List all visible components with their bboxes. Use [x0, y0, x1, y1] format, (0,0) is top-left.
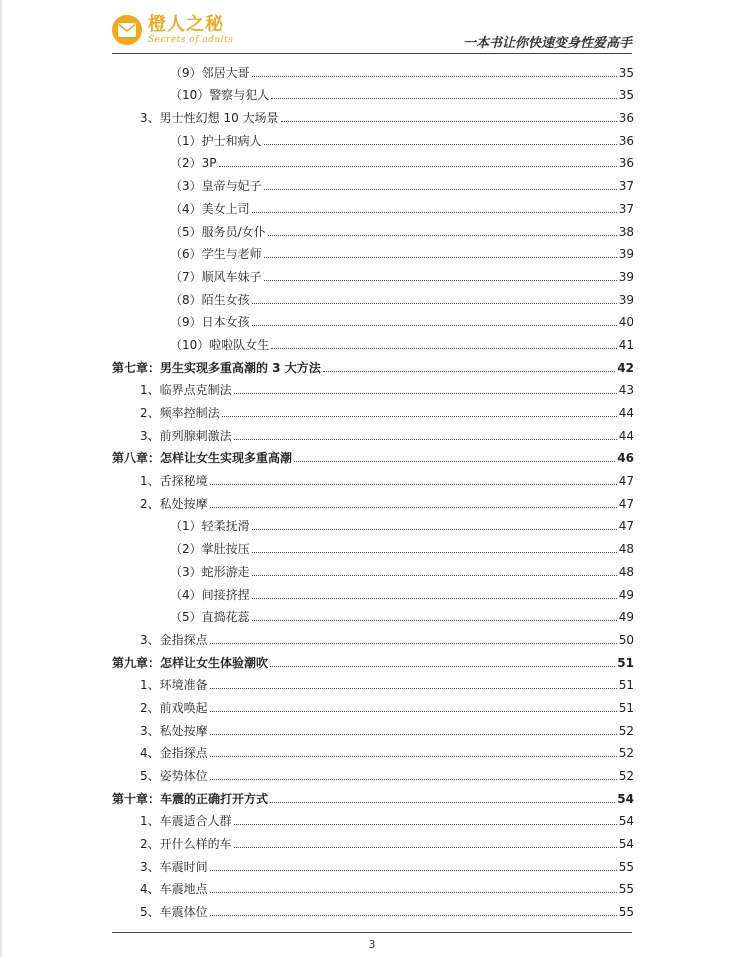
toc-entry-page: 47 [618, 474, 634, 489]
toc-entry-page: 42 [617, 360, 634, 375]
toc-entry-page: 39 [618, 292, 634, 307]
toc-entry-label: （4）间接挤捏 [170, 587, 250, 602]
toc-entry-label: 4、金指探点 [140, 746, 208, 761]
toc-entry-label: （8）陌生女孩 [170, 292, 250, 307]
toc-dot-leader [210, 734, 617, 735]
toc-entry-label: （10）警察与犯人 [170, 88, 270, 103]
toc-entry-page: 44 [618, 428, 634, 443]
toc-dot-leader [264, 257, 617, 258]
toc-entry-page: 48 [618, 564, 634, 579]
toc-section-entry[interactable] [112, 376, 634, 399]
toc-subsection-entry[interactable] [112, 603, 634, 626]
toc-dot-leader [252, 303, 617, 304]
toc-entry-label: 2、私处按摩 [140, 496, 208, 511]
toc-entry-page: 54 [618, 814, 634, 829]
toc-entry-page: 36 [618, 111, 634, 126]
toc-entry-label: （5）服务员/女仆 [170, 224, 266, 239]
toc-dot-leader [210, 711, 617, 712]
toc-entry-page: 40 [618, 315, 634, 330]
toc-dot-leader [268, 235, 617, 236]
logo-chinese: 橙人之秘 [148, 13, 224, 35]
brand-logo [112, 10, 233, 50]
toc-entry-page: 47 [618, 496, 634, 511]
toc-chapter-entry[interactable] [112, 648, 634, 671]
toc-entry-label: 3、前列腺刺激法 [140, 428, 232, 443]
toc-entry-page: 54 [618, 837, 634, 852]
toc-dot-leader [252, 620, 617, 621]
toc-entry-page: 38 [618, 224, 634, 239]
toc-entry-label: （2）掌肚按压 [170, 542, 250, 557]
toc-entry-page: 35 [618, 65, 634, 80]
toc-section-entry[interactable] [112, 829, 634, 852]
toc-section-entry[interactable] [112, 716, 634, 739]
toc-dot-leader [210, 892, 617, 893]
toc-subsection-entry[interactable] [112, 262, 634, 285]
toc-entry-label: 1、临界点克制法 [140, 383, 232, 398]
toc-entry-label: （3）蛇形游走 [170, 564, 250, 579]
toc-entry-label: （3）皇帝与妃子 [170, 179, 262, 194]
toc-entry-page: 52 [618, 746, 634, 761]
toc-dot-leader [234, 393, 617, 394]
toc-section-entry[interactable] [112, 693, 634, 716]
toc-subsection-entry[interactable] [112, 534, 634, 557]
toc-entry-label: 第十章：车震的正确打开方式 [112, 791, 269, 806]
toc-section-entry[interactable] [112, 398, 634, 421]
footer-divider [112, 932, 632, 933]
toc-dot-leader [294, 461, 615, 462]
toc-entry-page: 41 [618, 337, 634, 352]
toc-subsection-entry[interactable] [112, 81, 634, 104]
toc-entry-label: （1）护士和病人 [170, 133, 262, 148]
toc-entry-label: （5）直捣花蕊 [170, 610, 250, 625]
toc-dot-leader [252, 76, 617, 77]
toc-entry-page: 35 [618, 88, 634, 103]
toc-dot-leader [281, 121, 617, 122]
toc-subsection-entry[interactable] [112, 126, 634, 149]
envelope-icon [112, 15, 142, 45]
toc-subsection-entry[interactable] [112, 308, 634, 331]
toc-entry-label: 1、环境准备 [140, 678, 208, 693]
toc-entry-page: 37 [618, 179, 634, 194]
toc-dot-leader [222, 416, 617, 417]
toc-dot-leader [264, 280, 617, 281]
toc-subsection-entry[interactable] [112, 149, 634, 172]
toc-subsection-entry[interactable] [112, 512, 634, 535]
toc-subsection-entry[interactable] [112, 330, 634, 353]
toc-dot-leader [264, 144, 617, 145]
toc-dot-leader [264, 189, 617, 190]
toc-entry-page: 54 [617, 791, 634, 806]
toc-entry-label: 2、频率控制法 [140, 406, 220, 420]
toc-dot-leader [271, 98, 616, 99]
toc-chapter-entry[interactable] [112, 784, 634, 807]
toc-dot-leader [234, 824, 617, 825]
toc-section-entry[interactable] [112, 761, 634, 784]
toc-dot-leader [252, 598, 617, 599]
toc-entry-label: （6）学生与老师 [170, 247, 262, 262]
toc-dot-leader [210, 779, 617, 780]
toc-section-entry[interactable] [112, 671, 634, 694]
toc-dot-leader [270, 666, 615, 667]
toc-dot-leader [252, 575, 617, 576]
table-of-contents [112, 58, 634, 920]
toc-entry-label: （9）日本女孩 [170, 315, 250, 330]
toc-entry-label: （4）美女上司 [170, 201, 250, 216]
toc-dot-leader [323, 371, 616, 372]
logo-english: Secrets of adults [148, 34, 234, 45]
toc-entry-label: 3、私处按摩 [140, 723, 208, 738]
toc-dot-leader [219, 166, 617, 167]
page-header [112, 10, 632, 54]
toc-entry-label: 第九章：怎样让女生体验潮吹 [112, 655, 269, 670]
logo-text [148, 13, 234, 45]
toc-entry-page: 39 [618, 247, 634, 262]
toc-section-entry[interactable] [112, 625, 634, 648]
toc-entry-page: 37 [618, 201, 634, 216]
toc-dot-leader [252, 325, 617, 326]
toc-section-entry[interactable] [112, 421, 634, 444]
toc-subsection-entry[interactable] [112, 557, 634, 580]
toc-dot-leader [210, 688, 617, 689]
toc-subsection-entry[interactable] [112, 285, 634, 308]
toc-entry-label: 4、车震地点 [140, 882, 208, 897]
toc-entry-page: 46 [617, 451, 634, 466]
toc-subsection-entry[interactable] [112, 58, 634, 81]
toc-dot-leader [234, 847, 617, 848]
page-edge [0, 0, 2, 957]
toc-entry-page: 36 [618, 156, 634, 171]
toc-chapter-entry[interactable] [112, 353, 634, 376]
toc-entry-label: 2、开什么样的车 [140, 837, 232, 852]
toc-section-entry[interactable] [112, 875, 634, 898]
toc-subsection-entry[interactable] [112, 171, 634, 194]
toc-entry-label: 1、车震适合人群 [140, 814, 232, 829]
toc-entry-label: （7）顺风车妹子 [170, 269, 262, 284]
toc-entry-page: 55 [618, 859, 634, 874]
toc-section-entry[interactable] [112, 852, 634, 875]
toc-entry-page: 51 [618, 700, 634, 715]
toc-entry-label: 3、金指探点 [140, 632, 208, 647]
toc-entry-label: 2、前戏唤起 [140, 700, 208, 715]
toc-entry-page: 48 [618, 542, 634, 557]
toc-entry-label: （9）邻居大哥 [170, 65, 250, 80]
toc-entry-label: （1）轻柔抚滑 [170, 519, 250, 534]
toc-dot-leader [210, 484, 617, 485]
toc-entry-label: （10）啦啦队女生 [170, 337, 270, 352]
toc-dot-leader [210, 507, 617, 508]
toc-entry-page: 39 [618, 269, 634, 284]
toc-entry-label: （2）3P [170, 156, 217, 171]
toc-dot-leader [271, 348, 616, 349]
toc-dot-leader [210, 643, 617, 644]
toc-entry-page: 55 [618, 882, 634, 897]
toc-entry-page: 36 [618, 133, 634, 148]
toc-entry-label: 3、车震时间 [140, 859, 208, 874]
header-slogan: 一本书让你快速变身性爱高手 [462, 36, 632, 51]
toc-entry-page: 50 [618, 632, 634, 647]
toc-entry-page: 51 [617, 655, 634, 670]
toc-subsection-entry[interactable] [112, 217, 634, 240]
toc-dot-leader [252, 529, 617, 530]
toc-section-entry[interactable] [112, 466, 634, 489]
toc-entry-label: 3、男士性幻想 10 大场景 [140, 111, 279, 126]
toc-dot-leader [252, 552, 617, 553]
toc-dot-leader [210, 915, 617, 916]
toc-subsection-entry[interactable] [112, 240, 634, 263]
toc-entry-page: 51 [618, 678, 634, 693]
toc-dot-leader [234, 439, 617, 440]
toc-entry-page: 47 [618, 519, 634, 534]
toc-section-entry[interactable] [112, 739, 634, 762]
toc-entry-label: 5、姿势体位 [140, 769, 208, 783]
toc-section-entry[interactable] [112, 489, 634, 512]
toc-entry-page: 52 [618, 723, 634, 738]
toc-entry-page: 52 [618, 769, 634, 783]
page-number: 3 [368, 938, 376, 951]
toc-dot-leader [252, 212, 617, 213]
toc-entry-label: 第七章：男生实现多重高潮的 3 大方法 [112, 360, 321, 375]
toc-subsection-entry[interactable] [112, 194, 634, 217]
toc-entry-page: 44 [618, 406, 634, 420]
toc-entry-label: 1、舌探秘境 [140, 474, 208, 489]
toc-dot-leader [210, 870, 617, 871]
toc-section-entry[interactable] [112, 897, 634, 920]
toc-entry-page: 55 [618, 905, 634, 920]
toc-section-entry[interactable] [112, 103, 634, 126]
header-divider [112, 53, 632, 54]
toc-entry-page: 49 [618, 610, 634, 625]
toc-entry-label: 5、车震体位 [140, 905, 208, 920]
toc-section-entry[interactable] [112, 807, 634, 830]
toc-entry-page: 49 [618, 587, 634, 602]
toc-dot-leader [210, 756, 617, 757]
toc-chapter-entry[interactable] [112, 444, 634, 467]
toc-dot-leader [270, 802, 615, 803]
toc-entry-label: 第八章：怎样让女生实现多重高潮 [112, 451, 293, 466]
toc-entry-page: 43 [618, 383, 634, 398]
toc-subsection-entry[interactable] [112, 580, 634, 603]
